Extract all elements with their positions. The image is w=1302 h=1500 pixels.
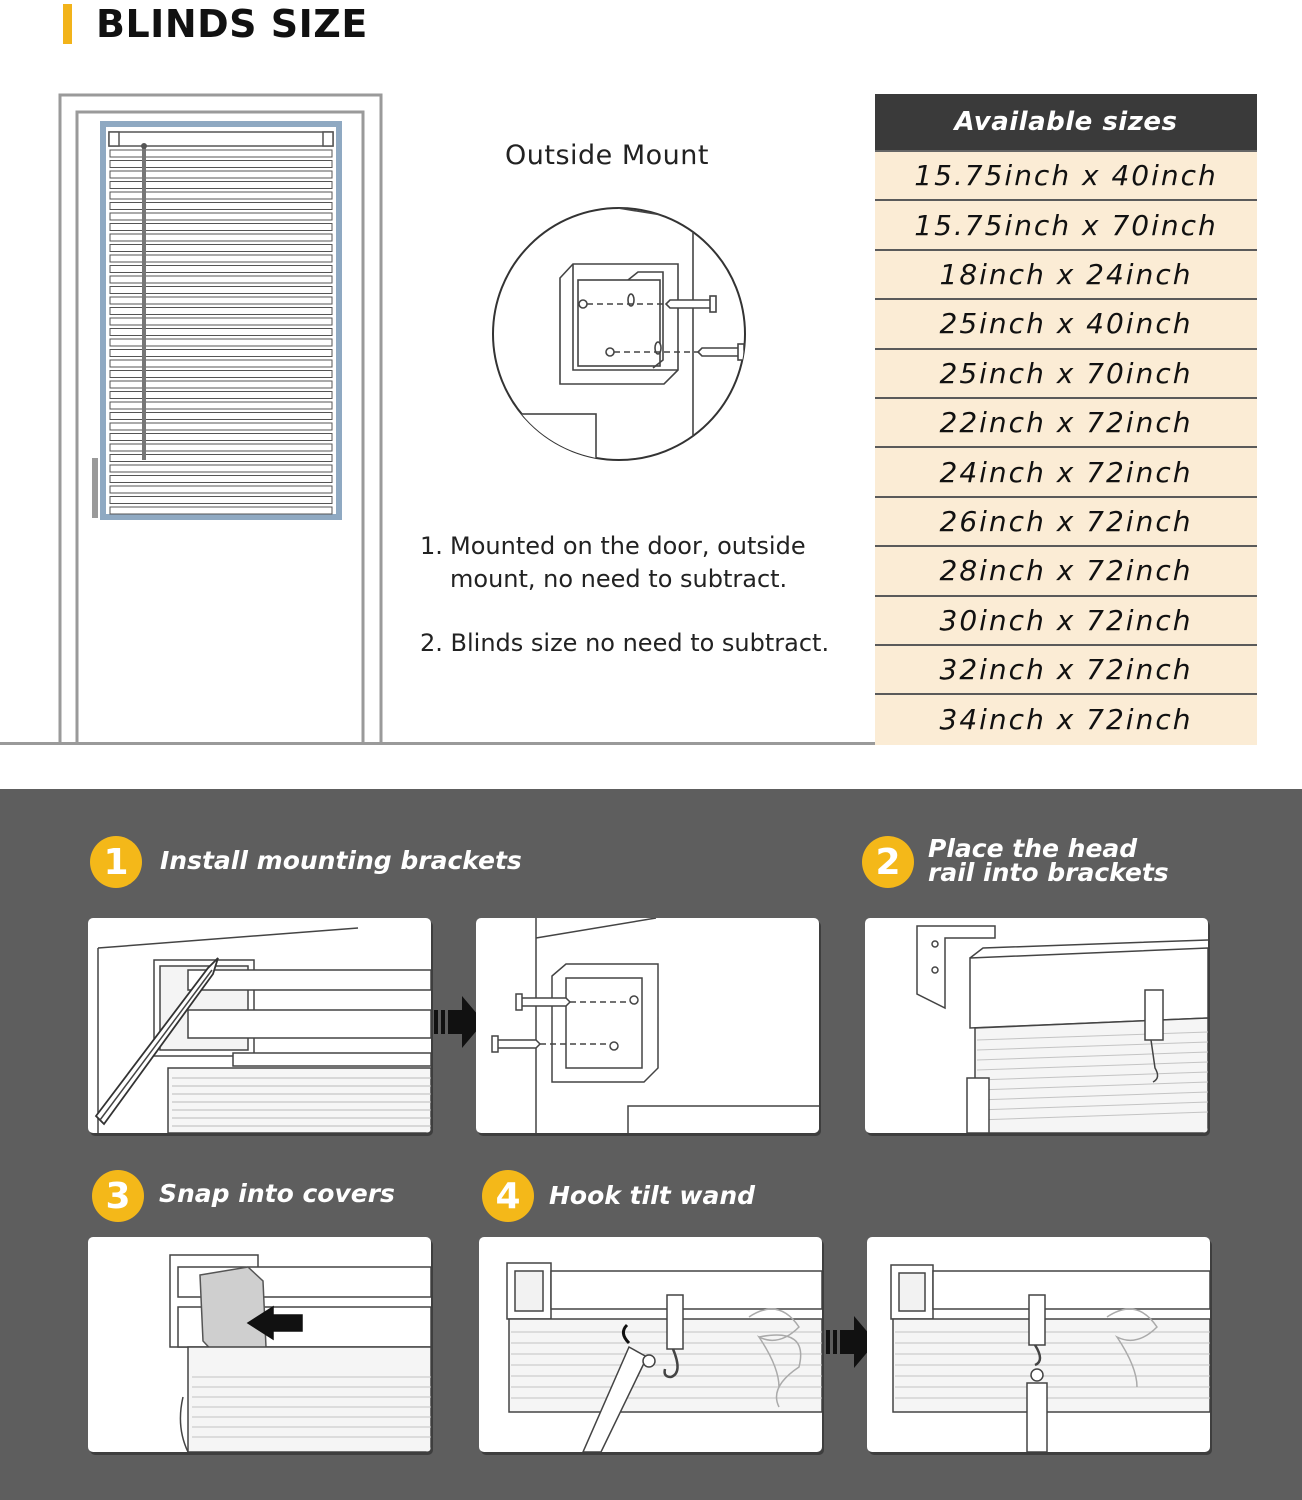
size-row: 30inch x 72inch	[875, 597, 1257, 646]
mount-title: Outside Mount	[505, 140, 709, 171]
step-2-badge: 2	[862, 836, 914, 888]
blind-slat	[110, 486, 332, 493]
step-4-done-panel	[867, 1237, 1210, 1452]
step-1-mark-panel	[88, 918, 431, 1133]
installation-notes	[420, 530, 860, 660]
step-3-panel	[88, 1237, 431, 1452]
size-row: 22inch x 72inch	[875, 399, 1257, 448]
tilt-wand-hook-illustration	[479, 1237, 822, 1452]
size-row: 15.75inch x 40inch	[875, 152, 1257, 201]
title-accent-bar	[63, 4, 72, 44]
pencil-mark-illustration	[88, 918, 431, 1133]
head-rail-illustration	[865, 918, 1208, 1133]
blind-slat	[110, 507, 332, 514]
outside-mount-diagram	[488, 200, 753, 465]
step-2-panel	[865, 918, 1208, 1133]
blind-slat	[110, 497, 332, 504]
step-1-screw-panel	[476, 918, 819, 1133]
size-row: 26inch x 72inch	[875, 498, 1257, 547]
size-row: 28inch x 72inch	[875, 547, 1257, 596]
note-1: 1. Mounted on the door, outside mount, no need to subtract.	[420, 532, 806, 593]
blind-slat	[110, 465, 332, 472]
note-2: 2. Blinds size no need to subtract.	[420, 629, 830, 657]
sizes-table-header: Available sizes	[875, 94, 1257, 152]
available-sizes-table	[875, 94, 1257, 745]
size-row: 24inch x 72inch	[875, 448, 1257, 497]
step-4-hook-panel	[479, 1237, 822, 1452]
page-title: BLINDS SIZE	[96, 2, 368, 46]
size-row: 25inch x 70inch	[875, 350, 1257, 399]
size-row: 15.75inch x 70inch	[875, 201, 1257, 250]
step-2-label: Place the head rail into brackets	[928, 834, 1169, 887]
step-1-label: Install mounting brackets	[160, 846, 522, 875]
size-row: 34inch x 72inch	[875, 695, 1257, 744]
step-4-label: Hook tilt wand	[549, 1181, 756, 1210]
floor-line	[0, 742, 876, 745]
size-row: 32inch x 72inch	[875, 646, 1257, 695]
screw-bracket-illustration	[476, 918, 819, 1133]
size-row: 18inch x 24inch	[875, 251, 1257, 300]
size-row: 25inch x 40inch	[875, 300, 1257, 349]
snap-cover-illustration	[88, 1237, 431, 1452]
step-4-badge: 4	[482, 1170, 534, 1222]
door-blinds-illustration	[0, 90, 390, 745]
step-3-badge: 3	[92, 1170, 144, 1222]
blind-slat	[110, 476, 332, 483]
step-3-label: Snap into covers	[159, 1179, 395, 1208]
tilt-wand-attached-illustration	[867, 1237, 1210, 1452]
step-1-badge: 1	[90, 836, 142, 888]
